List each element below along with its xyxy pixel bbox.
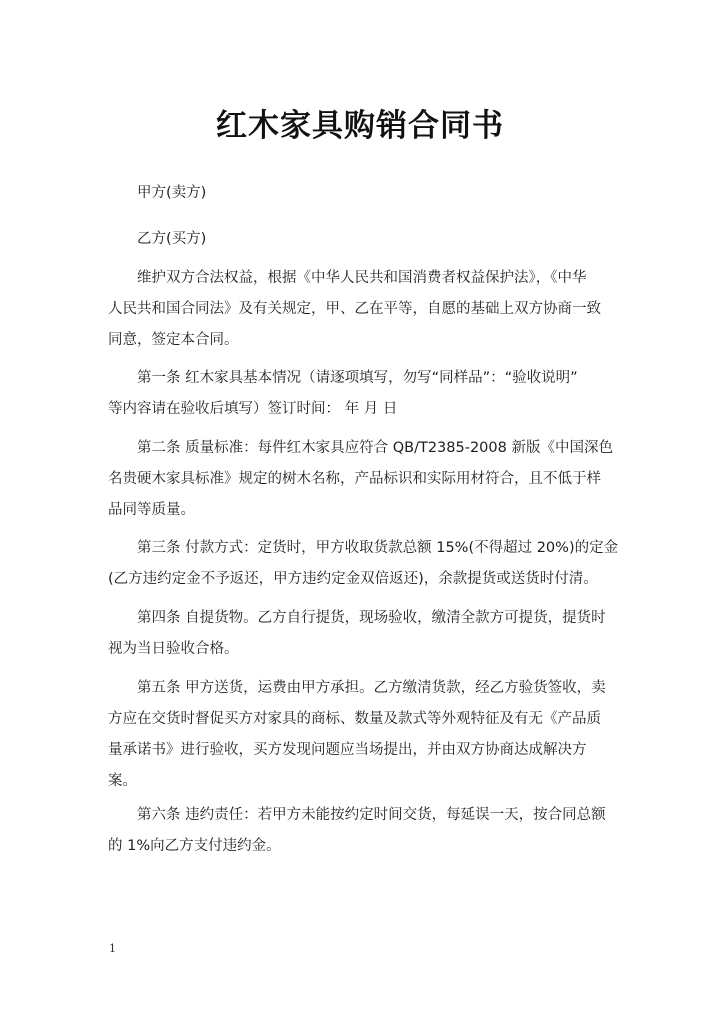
paragraph-article-6: 第六条 违约责任：若甲方未能按约定时间交货，每延误一天，按合同总额 的 1%向乙方支付违约金。	[108, 807, 606, 854]
document-title: 红木家具购销合同书	[216, 108, 504, 144]
party-a-line: 甲方(卖方)	[137, 185, 207, 201]
paragraph-article-2: 第二条 质量标准：每件红木家具应符合 QB/T2385-2008 新版《中国深色 名贵硬木家具标准》规定的树木名称，产品标识和实际用材符合，且不低于样 品同等质量。	[108, 440, 613, 518]
paragraph-article-3: 第三条 付款方式：定货时，甲方收取货款总额 15%(不得超过 20%)的定金 (乙方违约定金不予返还，甲方违约定金双倍返还)，余款提货或送货时付清。	[108, 540, 619, 587]
paragraph-article-1: 第一条 红木家具基本情况（请逐项填写，勿写“同样品”：“验收说明” 等内容请在验收后填写）签订时间： 年 月 日	[108, 370, 578, 417]
paragraph-article-4: 第四条 自提货物。乙方自行提货，现场验收，缴清全款方可提货，提货时 视为当日验收合格。	[108, 610, 606, 657]
paragraph-article-5: 第五条 甲方送货，运费由甲方承担。乙方缴清货款，经乙方验货签收，卖 方应在交货时督促买方对家具的商标、数量及款式等外观特征及有无《产品质 量承诺书》进行验收，买方发现问题应当场提出，并由双方协商达成解决方 案。	[108, 680, 606, 789]
party-b-line: 乙方(买方)	[137, 231, 207, 247]
page-number: 1	[109, 942, 116, 955]
paragraph-preamble: 维护双方合法权益，根据《中华人民共和国消费者权益保护法》，《中华 人民共和国合同法》及有关规定，甲、乙在平等，自愿的基础上双方协商一致 同意，签定本合同。	[108, 270, 601, 348]
